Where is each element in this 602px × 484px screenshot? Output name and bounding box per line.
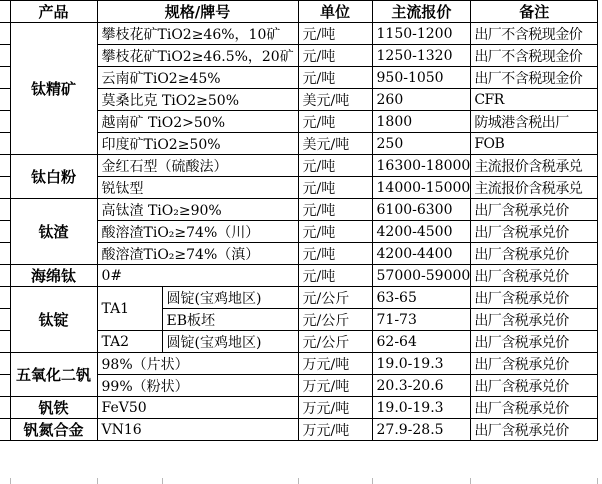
gridline-stub: [162, 478, 163, 484]
form-cell: 圆锭(宝鸡地区): [162, 331, 298, 353]
unit-cell: 元/吨: [298, 177, 372, 199]
unit-cell: 元/吨: [298, 221, 372, 243]
spec-cell: 越南矿 TiO2>50%: [97, 111, 298, 133]
price-cell: 20.3-20.6: [372, 375, 471, 397]
spec-cell: FeV50: [97, 397, 298, 419]
unit-cell: 元/公斤: [298, 331, 372, 353]
gridline-stub: [10, 478, 11, 484]
product-cell: 钛渣: [10, 199, 97, 265]
product-cell: 钛白粉: [10, 155, 97, 199]
note-cell: FOB: [471, 133, 598, 155]
spreadsheet-gridline-stubs: [0, 478, 602, 484]
note-cell: 出厂含税承兑价: [471, 375, 598, 397]
spec-cell: 酸溶渣TiO₂≥74%（滇）: [97, 243, 298, 265]
price-cell: 62-64: [372, 331, 471, 353]
note-cell: CFR: [471, 89, 598, 111]
unit-cell: 元/吨: [298, 155, 372, 177]
note-cell: 出厂含税承兑价: [471, 331, 598, 353]
note-cell: 出厂含税承兑价: [471, 221, 598, 243]
unit-cell: 万元/吨: [298, 397, 372, 419]
price-cell: 19.0-19.3: [372, 397, 471, 419]
note-cell: 出厂含税承兑价: [471, 199, 598, 221]
cut-column-cell: [0, 45, 10, 67]
spec-cell: 锐钛型: [97, 177, 298, 199]
price-cell: 6100-6300: [372, 199, 471, 221]
spec-cell: 攀枝花矿TiO2≥46.5%，20矿: [97, 45, 298, 67]
unit-cell: 元/吨: [298, 111, 372, 133]
price-cell: 250: [372, 133, 471, 155]
unit-cell: 万元/吨: [298, 419, 372, 441]
cut-column-cell: [0, 309, 10, 331]
cut-column-cell: [0, 419, 10, 441]
spec-cell: 金红石型（硫酸法）: [97, 155, 298, 177]
spec-cell: 莫桑比克 TiO2≥50%: [97, 89, 298, 111]
price-cell: 4200-4500: [372, 221, 471, 243]
note-cell: 出厂不含税现金价: [471, 67, 598, 89]
form-cell: EB板坯: [162, 309, 298, 331]
cut-column-cell: [0, 67, 10, 89]
unit-cell: 元/吨: [298, 45, 372, 67]
note-cell: 出厂不含税现金价: [471, 23, 598, 45]
price-cell: 19.0-19.3: [372, 353, 471, 375]
cut-column-cell: [0, 23, 10, 45]
gridline-stub: [298, 478, 299, 484]
product-cell: 五氧化二钒: [10, 353, 97, 397]
cut-column-cell: [0, 331, 10, 353]
cut-column-cell: [0, 265, 10, 287]
cut-column-cell: [0, 111, 10, 133]
note-cell: 出厂含税承兑价: [471, 397, 598, 419]
cut-column-cell: [0, 89, 10, 111]
product-cell: 钒氮合金: [10, 419, 97, 441]
cut-column-cell: [0, 155, 10, 177]
spec-cell: 99%（粉状）: [97, 375, 298, 397]
price-cell: 1150-1200: [372, 23, 471, 45]
grade-cell: TA1: [97, 287, 162, 331]
gridline-stub: [97, 478, 98, 484]
unit-cell: 元/公斤: [298, 309, 372, 331]
spec-cell: 酸溶渣TiO₂≥74%（川）: [97, 221, 298, 243]
gridline-stub: [372, 478, 373, 484]
spec-cell: 攀枝花矿TiO2≥46%，10矿: [97, 23, 298, 45]
note-cell: 主流报价含税承兑: [471, 177, 598, 199]
unit-cell: 元/吨: [298, 265, 372, 287]
cut-column-cell: [0, 177, 10, 199]
grade-cell: TA2: [97, 331, 162, 353]
form-cell: 圆锭(宝鸡地区): [162, 287, 298, 309]
unit-cell: 元/吨: [298, 67, 372, 89]
price-cell: 71-73: [372, 309, 471, 331]
spec-cell: 0#: [97, 265, 298, 287]
cut-column-cell: [0, 375, 10, 397]
note-cell: 出厂含税承兑价: [471, 353, 598, 375]
product-cell: 钛锭: [10, 287, 97, 353]
price-cell: 63-65: [372, 287, 471, 309]
note-cell: 出厂含税承兑价: [471, 419, 598, 441]
unit-cell: 万元/吨: [298, 353, 372, 375]
note-cell: 出厂含税承兑价: [471, 243, 598, 265]
price-cell: 1800: [372, 111, 471, 133]
cut-column-cell: [0, 397, 10, 419]
table-row: [0, 419, 598, 441]
unit-cell: 元/吨: [298, 23, 372, 45]
header-row: [0, 1, 598, 23]
unit-cell: 元/吨: [298, 199, 372, 221]
spec-cell: 98%（片状）: [97, 353, 298, 375]
spec-cell: 印度矿TiO2≥50%: [97, 133, 298, 155]
price-cell: 57000-59000: [372, 265, 471, 287]
product-cell: 钛精矿: [10, 23, 97, 155]
table-row: [0, 397, 598, 419]
table-row: [0, 199, 598, 221]
note-cell: 主流报价含税承兑: [471, 155, 598, 177]
cut-column-cell: [0, 133, 10, 155]
table-row: [0, 353, 598, 375]
col-header-spec: 规格/牌号: [97, 1, 298, 23]
price-cell: 27.9-28.5: [372, 419, 471, 441]
unit-cell: 元/公斤: [298, 287, 372, 309]
cut-column-cell: [0, 221, 10, 243]
table-row: [0, 265, 598, 287]
unit-cell: 元/吨: [298, 243, 372, 265]
note-cell: 出厂不含税现金价: [471, 45, 598, 67]
price-cell: 14000-15000: [372, 177, 471, 199]
price-cell: 4200-4400: [372, 243, 471, 265]
note-cell: 出厂含税承兑价: [471, 287, 598, 309]
spec-cell: 高钛渣 TiO₂≥90%: [97, 199, 298, 221]
unit-cell: 美元/吨: [298, 89, 372, 111]
spec-cell: 云南矿TiO2≥45%: [97, 67, 298, 89]
product-cell: 海绵钛: [10, 265, 97, 287]
unit-cell: 万元/吨: [298, 375, 372, 397]
table-row: [0, 155, 598, 177]
gridline-stub: [470, 478, 471, 484]
cut-column-cell: [0, 1, 10, 23]
table-row: [0, 23, 598, 45]
cut-column-cell: [0, 287, 10, 309]
gridline-stub: [597, 478, 598, 484]
spec-cell: VN16: [97, 419, 298, 441]
cut-column-cell: [0, 199, 10, 221]
table-row: [0, 287, 598, 309]
price-cell: 950-1050: [372, 67, 471, 89]
price-cell: 16300-18000: [372, 155, 471, 177]
note-cell: 出厂含税承兑价: [471, 265, 598, 287]
cut-column-cell: [0, 353, 10, 375]
product-cell: 钒铁: [10, 397, 97, 419]
price-cell: 1250-1320: [372, 45, 471, 67]
unit-cell: 美元/吨: [298, 133, 372, 155]
col-header-unit: 单位: [298, 1, 372, 23]
col-header-price: 主流报价: [372, 1, 471, 23]
col-header-note: 备注: [471, 1, 598, 23]
note-cell: 出厂含税承兑价: [471, 309, 598, 331]
note-cell: 防城港含税出厂: [471, 111, 598, 133]
col-header-product: 产品: [10, 1, 97, 23]
cut-column-cell: [0, 243, 10, 265]
price-cell: 260: [372, 89, 471, 111]
